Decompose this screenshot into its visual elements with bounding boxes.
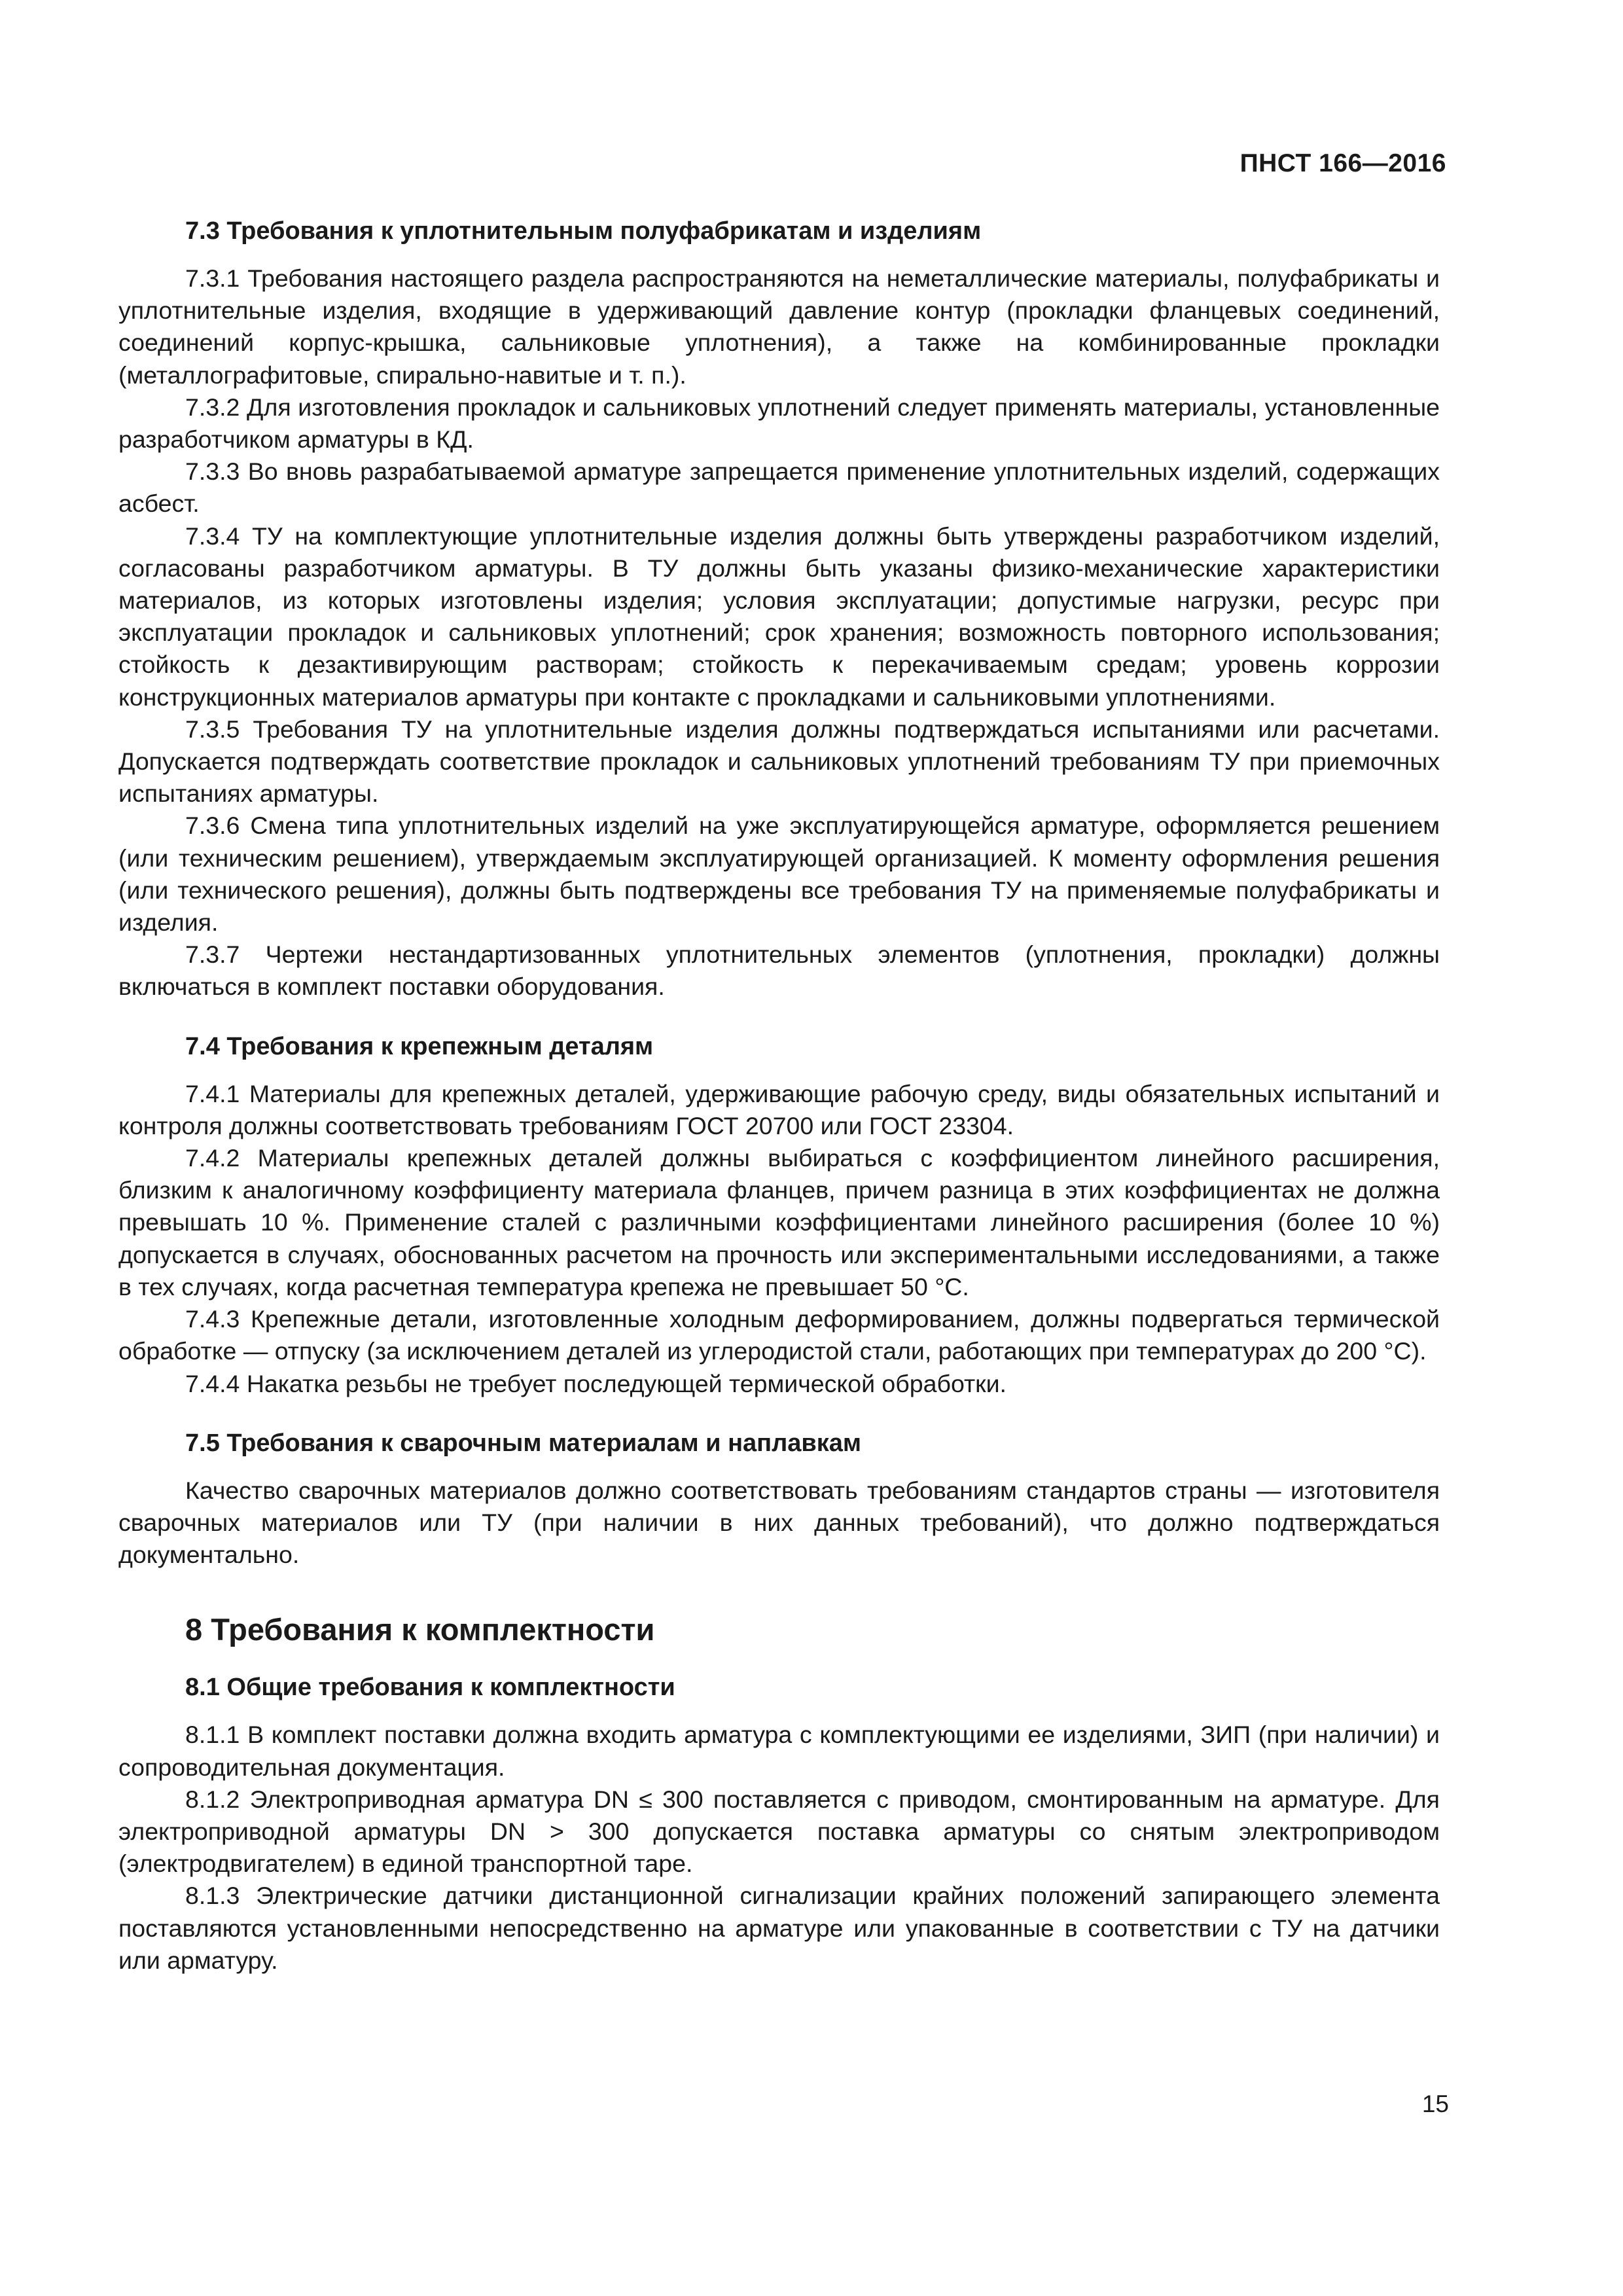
paragraph-7-4-4: 7.4.4 Накатка резьбы не требует последующей термической обработки.	[185, 1369, 1007, 1397]
paragraph-7-3-3: 7.3.3 Во вновь разрабатываемой арматуре запрещается применение уплотнительных изделий, содержащих асбест.	[118, 457, 1440, 518]
page-number: 15	[1421, 2090, 1449, 2117]
paragraph-7-3-4: 7.3.4 ТУ на комплектующие уплотнительные изделия должны быть утверждены разработчиком изделий, согласованы разработчиком арматуры. В ТУ должны быть указаны физико-механические характеристики материалов, из которых изготовлены изделия; условия эксплуатации; допустимые нагрузки, ресурс при эксплуатации прокладок и сальниковых уплотнений; срок хранения; возможность повторного использования; стойкость к дезактивирующим растворам; стойкость к перекачиваемым средам; уровень коррозии конструкционных материалов арматуры при контакте с прокладками и сальниковыми уплотнениями.	[118, 522, 1440, 711]
paragraph-7-3-1: 7.3.1 Требования настоящего раздела распространяются на неметаллические материалы, полуфабрикаты и уплотнительные изделия, входящие в удерживающий давление контур (прокладки фланцевых соединений, соединений корпус-крышка, сальниковые уплотнения), а также на комбинированные прокладки (металлографитовые, спирально-навитые и т. п.).	[118, 264, 1440, 389]
page-content	[118, 214, 1440, 1977]
paragraph-7-4-1: 7.4.1 Материалы для крепежных деталей, удерживающие рабочую среду, виды обязательных испытаний и контроля должны соответствовать требованиям ГОСТ 20700 или ГОСТ 23304.	[118, 1079, 1440, 1139]
paragraph-8-1-1: 8.1.1 В комплект поставки должна входить арматура с комплектующими ее изделиями, ЗИП (при наличии) и сопроводительная документация.	[118, 1721, 1440, 1781]
section-heading-7-5: 7.5 Требования к сварочным материалам и наплавкам	[185, 1429, 862, 1457]
paragraph-7-4-3: 7.4.3 Крепежные детали, изготовленные холодным деформированием, должны подвергаться термической обработке — отпуску (за исключением деталей из углеродистой стали, работающих при температурах до 200 °С).	[118, 1305, 1440, 1365]
section-heading-7-4: 7.4 Требования к крепежным деталям	[185, 1032, 654, 1060]
paragraph-8-1-3: 8.1.3 Электрические датчики дистанционной сигнализации крайних положений запирающего элемента поставляются установленными непосредственно на арматуре или упакованные в соответствии с ТУ на датчики или арматуру.	[118, 1882, 1440, 1974]
paragraph-8-1-2: 8.1.2 Электроприводная арматура DN ≤ 300 поставляется с приводом, смонтированным на арматуре. Для электроприводной арматуры DN > 300 допускается поставка арматуры со снятым электроприводом (электродвигателем) в единой транспортной таре.	[118, 1785, 1440, 1878]
section-heading-7-3: 7.3 Требования к уплотнительным полуфабрикатам и изделиям	[185, 217, 982, 245]
paragraph-7-3-5: 7.3.5 Требования ТУ на уплотнительные изделия должны подтверждаться испытаниями или расчетами. Допускается подтверждать соответствие прокладок и сальниковых уплотнений требованиям ТУ при приемочных испытаниях арматуры.	[118, 715, 1440, 808]
document-code: ПНСТ 166—2016	[1240, 149, 1446, 177]
paragraph-7-3-2: 7.3.2 Для изготовления прокладок и сальниковых уплотнений следует применять материалы, установленные разработчиком арматуры в КД.	[118, 393, 1440, 454]
paragraph-7-3-6: 7.3.6 Смена типа уплотнительных изделий на уже эксплуатирующейся арматуре, оформляется решением (или техническим решением), утверждаемым эксплуатирующей организацией. К моменту оформления решения (или технического решения), должны быть подтверждены все требования ТУ на применяемые полуфабрикаты и изделия.	[118, 812, 1440, 937]
chapter-heading-8: 8 Требования к комплектности	[185, 1612, 655, 1647]
paragraph-7-5: Качество сварочных материалов должно соответствовать требованиям стандартов страны — изготовителя сварочных материалов или ТУ (при наличии в них данных требований), что должно подтверждаться документально.	[118, 1476, 1440, 1569]
paragraph-7-3-7: 7.3.7 Чертежи нестандартизованных уплотнительных элементов (уплотнения, прокладки) должны включаться в комплект поставки оборудования.	[118, 941, 1440, 1001]
paragraph-7-4-2: 7.4.2 Материалы крепежных деталей должны выбираться с коэффициентом линейного расширения, близким к аналогичному коэффициенту материала фланцев, причем разница в этих коэффициентах не должна превышать 10 %. Применение сталей с различными коэффициентами линейного расширения (более 10 %) допускается в случаях, обоснованных расчетом на прочность или экспериментальными исследованиями, а также в тех случаях, когда расчетная температура крепежа не превышает 50 °С.	[118, 1144, 1440, 1300]
section-heading-8-1: 8.1 Общие требования к комплектности	[185, 1674, 675, 1702]
